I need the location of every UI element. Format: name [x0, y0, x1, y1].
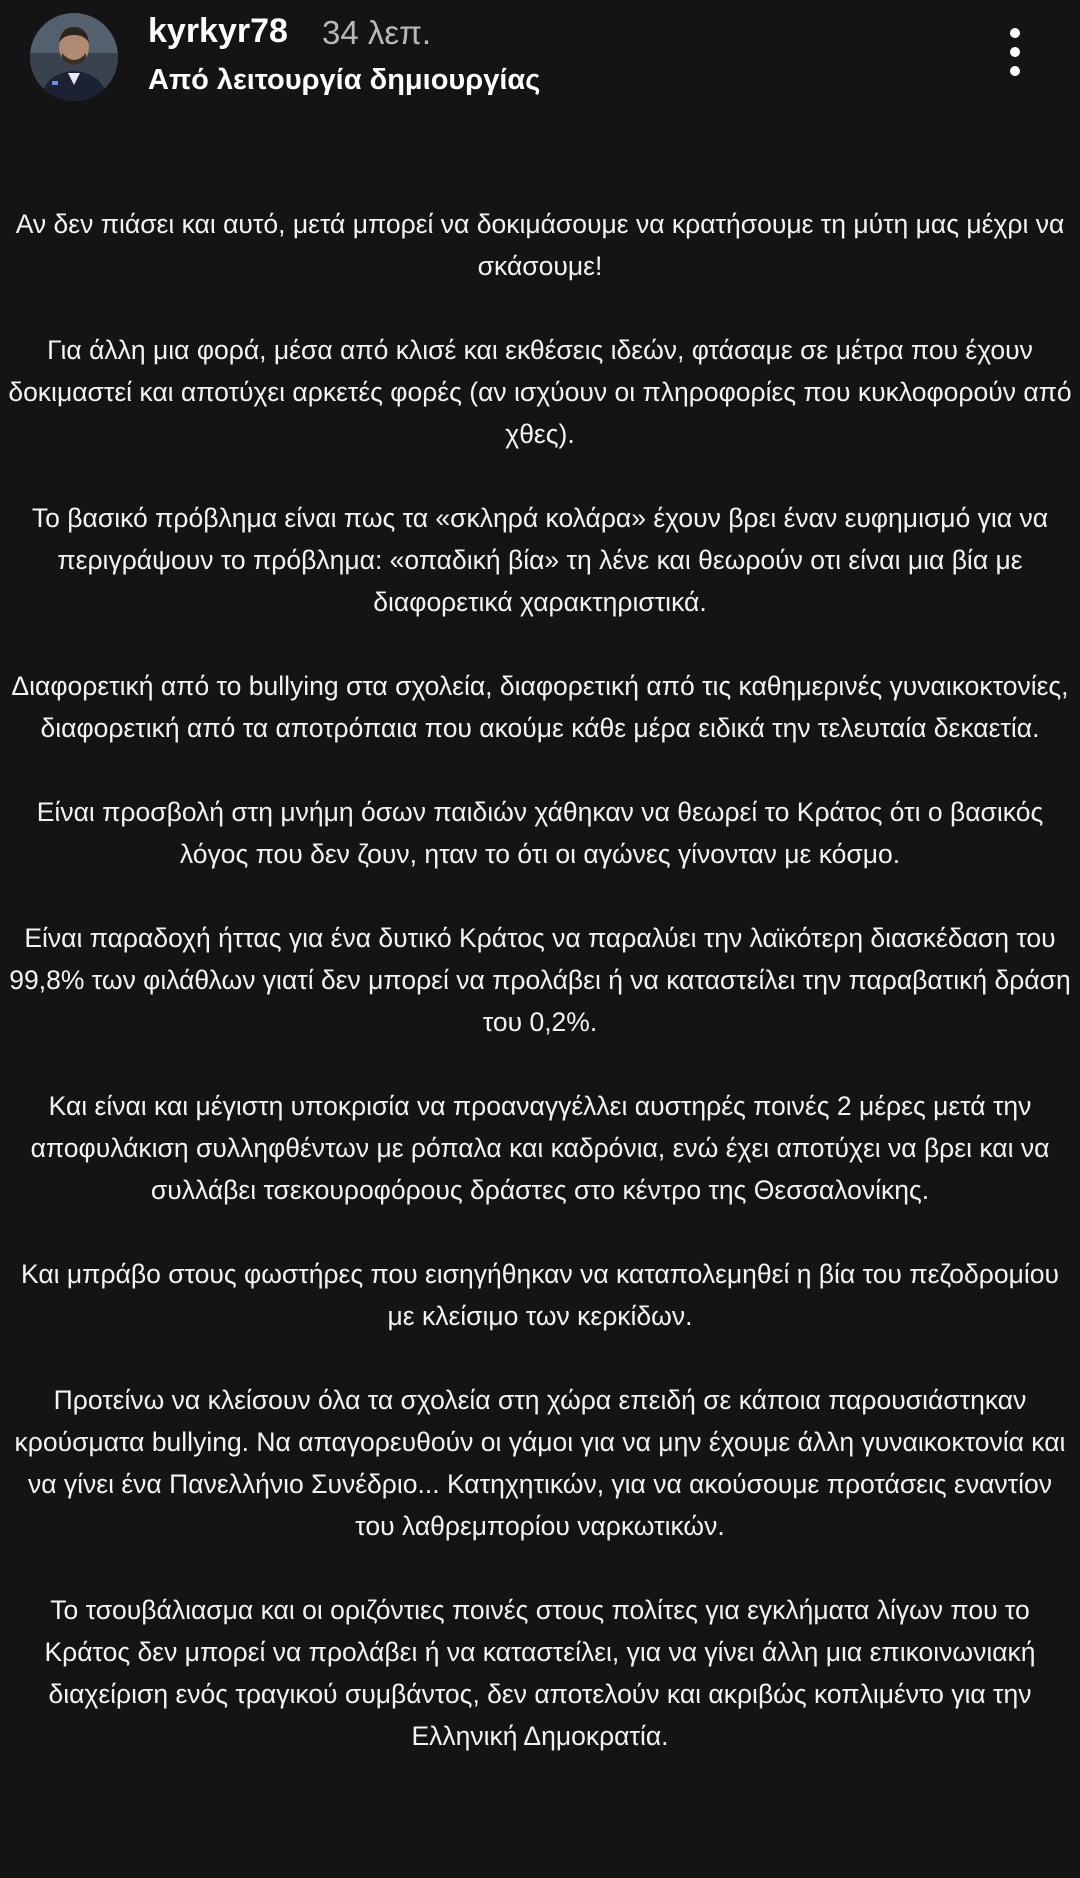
story-paragraph: Διαφορετική από το bullying στα σχολεία, διαφορετική από τις καθημερινές γυναικοκτονίες, διαφορετική από τα αποτρόπαια που ακούμε κάθε μέρα ειδικά την τελευταία δεκαετία.	[11, 671, 1069, 743]
user-profile-photo-icon	[30, 13, 118, 101]
story-paragraph: Και είναι και μέγιστη υποκρισία να προαναγγέλλει αυστηρές ποινές 2 μέρες μετά την αποφυλάκιση συλληφθέντων με ρόπαλα και καδρόνια, ενώ έχει αποτύχει να βρει και να συλλάβει τσεκουροφόρους δράστες στο κέντρο της Θεσσαλονίκης.	[30, 1091, 1050, 1205]
story-paragraph: Το τσουβάλιασμα και οι οριζόντιες ποινές στους πολίτες για εγκλήματα λίγων που το Κράτος δεν μπορεί να προλάβει ή να καταστείλει, για να γίνει άλλη μια επικοινωνιακή διαχείριση ενός τραγικού συμβάντος, δεν αποτελούν και ακριβώς κοπλιμέντο για την Ελληνική Δημοκρατία.	[44, 1595, 1036, 1751]
story-paragraph: Αν δεν πιάσει και αυτό, μετά μπορεί να δοκιμάσουμε να κρατήσουμε τη μύτη μας μέχρι να σκάσουμε!	[15, 209, 1065, 281]
more-options-button[interactable]	[998, 26, 1034, 78]
creation-mode-label: Από λειτουργία δημιουργίας	[148, 64, 541, 96]
story-paragraph: Προτείνω να κλείσουν όλα τα σχολεία στη χώρα επειδή σε κάποια παρουσιάστηκαν κρούσματα bullying. Να απαγορευθούν οι γάμοι για να μην έχουμε άλλη γυναικοκτονία και να γίνει ένα Πανελλήνιο Συνέδριο... Κατηχητικών, για να ακούσουμε προτάσεις εναντίον του λαθρεμπορίου ναρκωτικών.	[14, 1385, 1066, 1541]
avatar[interactable]	[30, 13, 118, 101]
story-paragraph: Είναι παραδοχή ήττας για ένα δυτικό Κράτος να παραλύει την λαϊκότερη διασκέδαση του 99,8% των φιλάθλων γιατί δεν μπορεί να προλάβει ή να καταστείλει την παραβατική δράση του 0,2%.	[9, 923, 1071, 1037]
story-paragraph: Και μπράβο στους φωστήρες που εισηγήθηκαν να καταπολεμηθεί η βία του πεζοδρομίου με κλείσιμο των κερκίδων.	[20, 1259, 1059, 1331]
story-paragraph: Για άλλη μια φορά, μέσα από κλισέ και εκθέσεις ιδεών, φτάσαμε σε μέτρα που έχουν δοκιμαστεί και αποτύχει αρκετές φορές (αν ισχύουν οι πληροφορίες που κυκλοφορούν από χθες).	[8, 335, 1072, 449]
story-header	[0, 0, 1080, 110]
post-timestamp: 34 λεπ.	[322, 14, 432, 51]
story-paragraph: Το βασικό πρόβλημα είναι πως τα «σκληρά κολάρα» έχουν βρει έναν ευφημισμό για να περιγράψουν το πρόβλημα: «οπαδική βία» τη λένε και θεωρούν οτι είναι μια βία με διαφορετικά χαρακτηριστικά.	[31, 503, 1049, 617]
username[interactable]: kyrkyr78	[148, 12, 288, 50]
story-text	[6, 203, 1074, 1757]
story-paragraph: Είναι προσβολή στη μνήμη όσων παιδιών χάθηκαν να θεωρεί το Κράτος ότι ο βασικός λόγος που δεν ζουν, ηταν το ότι οι αγώνες γίνονταν με κόσμο.	[36, 797, 1044, 869]
